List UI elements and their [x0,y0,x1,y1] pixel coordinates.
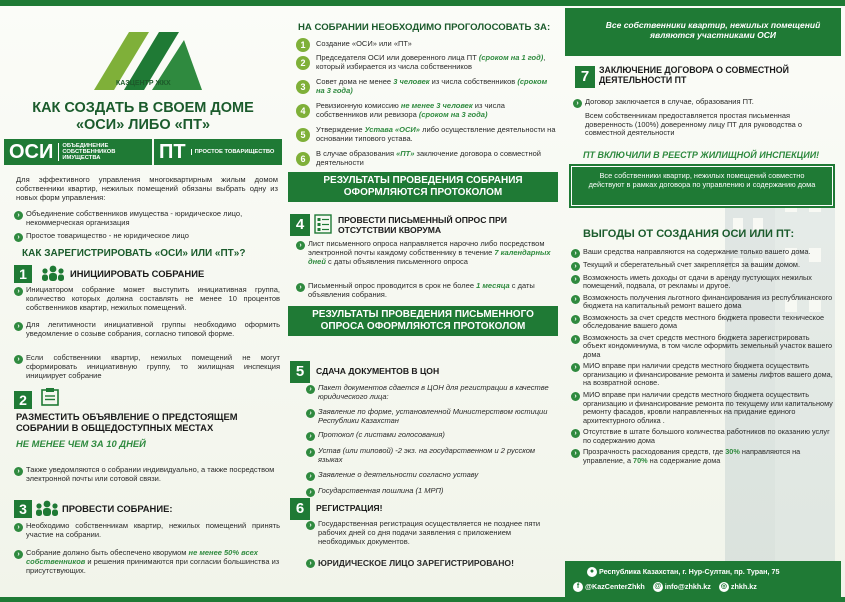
joint-activity-box: Все собственники квартир, нежилых помещений совместно действуют в рамках договора по управлению и содержанию дома [571,166,833,206]
footer-address: ● Республика Казахстан, г. Нур-Султан, пр. Туран, 75 [587,567,780,577]
arrow-icon: › [306,409,315,418]
benefit-item: › МИО вправе при наличии средств местного бюджета осуществить организацию и финансирование ремонта и замены лифтов вашего дома, на возвратной основе. [571,362,833,388]
step-3-bullet-1: › Необходимо собственникам квартир, нежилых помещений принять участие на собрании. [14,522,280,540]
left-column [4,8,282,596]
arrow-icon: › [306,385,315,394]
step-4-number: 4 [290,214,310,236]
step-1-number: 1 [14,265,32,283]
vote-item-4-number: 4 [296,104,310,118]
step-7-title: ЗАКЛЮЧЕНИЕ ДОГОВОРА О СОВМЕСТНОЙ ДЕЯТЕЛЬНОСТИ ПТ [599,65,789,86]
arrow-icon: › [571,262,580,271]
step-4-title: ПРОВЕСТИ ПИСЬМЕННЫЙ ОПРОС ПРИ ОТСУТСТВИИ КВОРУМА [338,215,507,235]
vote-item-6: В случае образования «ПТ» заключение договора о совместной деятельности [316,149,541,167]
arrow-icon: › [14,467,23,476]
vote-item-5-number: 5 [296,128,310,142]
benefit-item: › Ваши средства направляются на содержание только вашего дома. [571,248,833,258]
arrow-icon: › [306,432,315,441]
footer-contacts [573,582,757,592]
vote-item-2: Председателя ОСИ или доверенного лица ПТ (сроком на 1 год), который избирается из числа собственников [316,53,546,71]
vote-item-6-number: 6 [296,152,310,166]
social-media-icon: f [573,582,583,592]
main-title [4,100,282,133]
benefits-list [571,248,833,468]
step-4-bullet-2: › Письменный опрос проводится в срок не более 1 месяца с даты объявления собрания. [296,282,556,300]
osi-pt-banner [4,139,282,165]
arrow-icon: › [306,488,315,497]
vote-heading: НА СОБРАНИИ НЕОБХОДИМО ПРОГОЛОСОВАТЬ ЗА: [298,22,551,33]
owners-banner: Все собственники квартир, нежилых помещений являются участниками ОСИ [565,8,841,56]
arrow-icon: › [573,99,582,108]
step-7-text: Всем собственникам предоставляется простая письменная доверенность (100%) доверенному лицу ПТ для руководства о совместной деятельности [585,111,802,138]
bottom-green-bar [0,597,845,602]
step-5-title: СДАЧА ДОКУМЕНТОВ В ЦОН [316,366,440,376]
doc-item: › Государственная пошлина (1 МРП) [306,487,556,497]
benefits-heading: ВЫГОДЫ ОТ СОЗДАНИЯ ОСИ ИЛИ ПТ: [583,228,795,240]
arrow-icon: › [306,521,315,530]
meeting-people-icon [34,499,60,517]
arrow-icon: › [571,315,580,324]
step-7-number: 7 [575,66,595,88]
step-5-number: 5 [290,361,310,383]
vote-item-1: Создание «ОСИ» или «ПТ» [316,39,412,48]
pt-desc: ПРОСТОЕ ТОВАРИЩЕСТВО [191,149,275,155]
contact-footer [565,561,841,598]
arrow-icon: › [306,559,315,568]
step-7-bullet: › Договор заключается в случае, образования ПТ. [573,98,835,108]
footer-email[interactable]: @ info@zhkh.kz [654,582,711,591]
arrow-icon: › [296,241,305,250]
arrow-icon: › [306,448,315,457]
vote-item-4: Ревизионную комиссию не менее 3 человек из числа собственников или ревизора (сроком на 3 года) [316,101,505,119]
arrow-icon: › [14,233,23,242]
osi-desc: ОБЪЕДИНЕНИЕ СОБСТВЕННИКОВ ИМУЩЕСТВА [58,143,147,161]
vote-item-5: Утверждение Устава «ОСИ» либо осуществление деятельности на основании типового устава. [316,125,556,143]
step-2-title: РАЗМЕСТИТЬ ОБЪЯВЛЕНИЕ О ПРЕДСТОЯЩЕМ СОБРАНИИ В ОБЩЕДОСТУПНЫХ МЕСТАХ [16,411,238,433]
top-green-bar [0,0,845,6]
intro-bullet-pt: › Простое товарищество - не юридическое лицо [14,232,278,242]
step-1-title: ИНИЦИИРОВАТЬ СОБРАНИЕ [70,268,205,279]
globe-icon: ◎ [720,583,727,591]
location-pin-icon: ● [587,567,597,577]
arrow-icon: › [14,550,23,559]
arrow-icon: › [14,287,23,296]
arrow-icon: › [296,283,305,292]
arrow-icon: › [14,322,23,331]
results-banner-2: РЕЗУЛЬТАТЫ ПРОВЕДЕНИЯ ПИСЬМЕННОГО ОПРОСА ОФОРМЛЯЮТСЯ ПРОТОКОЛОМ [288,306,558,336]
results-banner-1: РЕЗУЛЬТАТЫ ПРОВЕДЕНИЯ СОБРАНИЯ ОФОРМЛЯЮТСЯ ПРОТОКОЛОМ [288,172,558,202]
osi-abbr: ОСИ [9,141,54,163]
benefit-item: › Возможность за счет средств местного бюджета зарегистрировать объект кондоминиума, в том числе оформить земельный участок вашего дома [571,334,833,360]
osi-box [4,139,152,165]
doc-item: › Пакет документов сдается в ЦОН для регистрации в качестве юридического лица: [306,384,556,402]
step-3-number: 3 [14,500,32,518]
step-6-bullet: › Государственная регистрация осуществляется не позднее пяти рабочих дней со дня подачи заявления с приложением необходимых документов. [306,520,556,547]
intro-bullet-osi: › Объединение собственников имущества - юридическое лицо, некоммерческая организация [14,210,278,228]
email-icon: @ [654,583,662,591]
benefit-item: › Отсутствие в штате большого количества работников по оказанию услуг по содержанию дома [571,428,833,445]
arrow-icon: › [571,363,580,372]
arrow-icon: › [571,449,580,458]
step-6-title: РЕГИСТРАЦИЯ! [316,503,383,513]
step-5-document-list [306,384,556,499]
notice-board-icon [40,387,60,407]
benefit-item: › Возможность за счет средств местного бюджета провести техническое обследование вашего дома [571,314,833,331]
step-4-bullet-1: › Лист письменного опроса направляется нарочно либо посредством электронной почты каждому собственнику в течение 7 календарных дней с даты объявления письменного опроса [296,240,556,267]
registry-note: ПТ ВКЛЮЧИЛИ В РЕЕСТР ЖИЛИЩНОЙ ИНСПЕКЦИИ! [583,150,820,160]
step-1-bullet-2: › Для легитимности инициативной группы необходимо оформить уведомление о созыве собрания, согласно типовой форме. [14,321,280,339]
main-title-line2: «ОСИ» ЛИБО «ПТ» [75,116,211,133]
step-6-final: › ЮРИДИЧЕСКОЕ ЛИЦО ЗАРЕГИСТРИРОВАНО! [306,558,566,568]
doc-item: › Устав (или типовой) -2 экз. на государственном и 2 русском языках [306,447,556,465]
arrow-icon: › [14,523,23,532]
benefit-item: › Возможность получения льготного финансирования из республиканского бюджета на капитальный ремонт вашего дома [571,294,833,311]
benefit-item: › Текущий и сберегательный счет закрепляется за вашим домом. [571,261,833,271]
arrow-icon: › [571,392,580,401]
how-to-register-heading: КАК ЗАРЕГИСТРИРОВАТЬ «ОСИ» ИЛИ «ПТ»? [22,248,246,259]
benefit-item-transparency: › Прозрачность расходования средств, где 30% направляются на управление, а 70% на содержание дома [571,448,833,465]
step-2-deadline: НЕ МЕНЕЕ ЧЕМ ЗА 10 ДНЕЙ [16,438,146,449]
arrow-icon: › [14,355,23,364]
step-3-bullet-2: › Собрание должно быть обеспечено кворумом не менее 50% всех собственников и решения принимаются при согласии большинства из присутствующих. [14,549,280,576]
step-2-number: 2 [14,391,32,409]
benefit-item: › Возможность иметь доходы от сдачи в аренду пустующих нежилых помещений, подвала, от рекламы и другое. [571,274,833,291]
doc-item: › Заявление по форме, установленной Министерством юстиции Республики Казахстан [306,408,556,426]
pt-abbr: ПТ [159,141,186,163]
arrow-icon: › [14,211,23,220]
arrow-icon: › [571,295,580,304]
doc-item: › Протокол (с листами голосования) [306,431,556,441]
pt-box [154,139,282,165]
main-title-line1: КАК СОЗДАТЬ В СВОЕМ ДОМЕ [32,100,254,116]
arrow-icon: › [571,275,580,284]
footer-social[interactable]: f @KazCenterZhkh [573,582,645,592]
footer-website[interactable]: ◎ zhkh.kz [720,582,757,591]
arrow-icon: › [571,429,580,438]
right-column [565,8,841,596]
arrow-icon: › [571,335,580,344]
arrow-icon: › [571,249,580,258]
step-2-bullet: › Также уведомляются о собрании индивидуально, а также посредством электронной почты или сотовой связи. [14,466,280,484]
step-1-bullet-1: › Инициатором собрание может выступить инициативная группа, количество которых должна составлять не менее 10 процентов собственников квартир, нежилых помещений. [14,286,280,313]
step-3-title: ПРОВЕСТИ СОБРАНИЕ: [62,503,173,514]
vote-item-1-number: 1 [296,38,310,52]
checklist-icon [314,214,332,234]
vote-item-3-number: 3 [296,80,310,94]
benefit-item: › МИО вправе при наличии средств местного бюджета осуществить организацию и финансирование ремонта по текущему или капитальному ремонту фасадов, кровли направленных на придание единого архитектурного облика . [571,391,833,425]
middle-column [286,8,560,596]
vote-item-2-number: 2 [296,56,310,70]
logo-text: КАЗЦЕНТР ЖКХ [116,80,171,87]
intro-text: Для эффективного управления многоквартирным жилым домом собственники квартир, нежилых помещений обязаны выбрать одну из новых форм управления: [16,175,278,203]
step-6-number: 6 [290,498,310,520]
vote-item-3: Совет дома не менее 3 человек из числа собственников (сроком на 3 года) [316,77,548,95]
doc-item: › Заявление о деятельности согласно уставу [306,471,556,481]
people-group-icon [40,264,66,282]
arrow-icon: › [306,472,315,481]
step-1-bullet-3: › Если собственники квартир, нежилых помещений не могут сформировать инициативную группу, то жилищная инспекция инициирует собрание [14,354,280,381]
